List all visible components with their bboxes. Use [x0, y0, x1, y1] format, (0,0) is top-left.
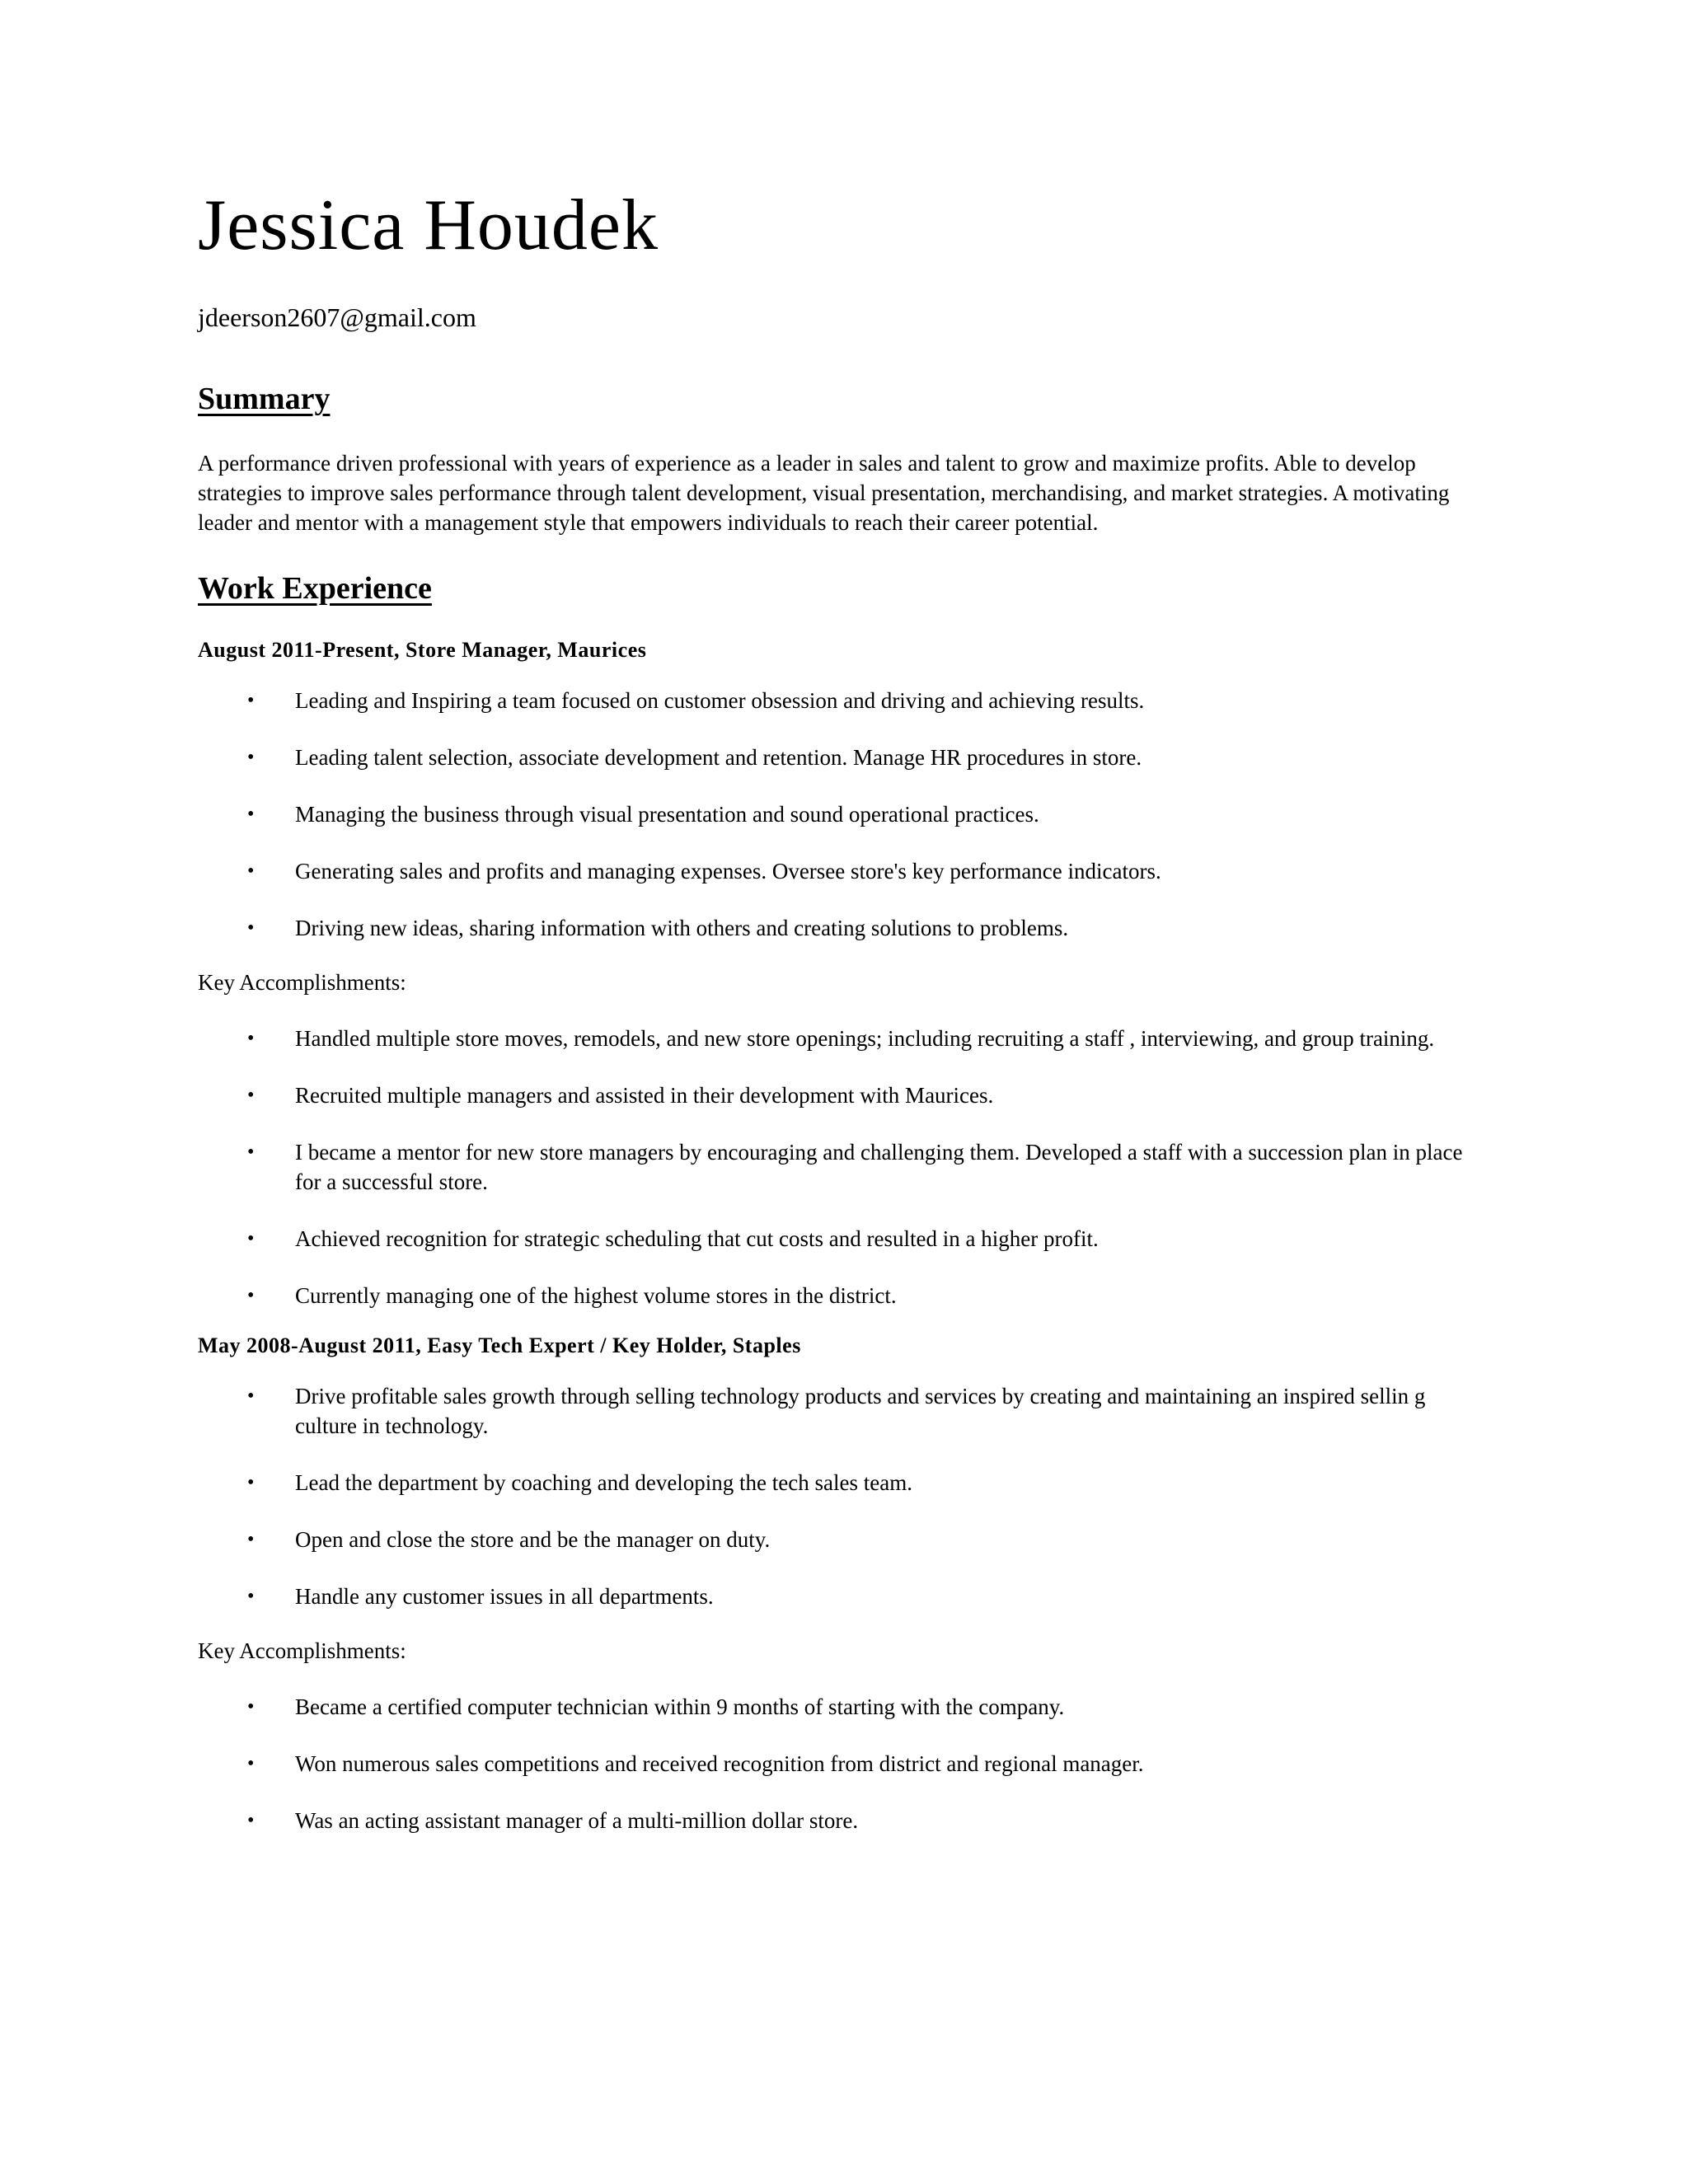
list-item — [198, 799, 1484, 829]
key-accomplishments-label: Key Accomplishments: — [198, 1638, 406, 1664]
list-item — [198, 1137, 1484, 1197]
list-item — [198, 1281, 1484, 1310]
bullet-icon: • — [247, 1586, 255, 1608]
accomplishment-text: I became a mentor for new store managers by encouraging and challenging them. Developed a staff with a succession plan in place for a successful store. — [295, 1140, 1463, 1195]
duty-text: Generating sales and profits and managing expenses. Oversee store's key performance indicators. — [295, 859, 1161, 884]
accomplishments-list-maurices — [198, 1024, 1484, 1310]
bullet-icon: • — [247, 1028, 255, 1050]
list-item — [198, 1224, 1484, 1254]
accomplishment-text: Handled multiple store moves, remodels, and new store openings; including recruiting a staff , interviewing, and group training. — [295, 1026, 1435, 1052]
email-address: jdeerson2607@gmail.com — [198, 302, 476, 332]
bullet-icon: • — [247, 1472, 255, 1494]
bullet-icon: • — [247, 1810, 255, 1832]
duty-text: Drive profitable sales growth through selling technology products and services by creating and maintaining an inspired sellin g culture in technology. — [295, 1384, 1426, 1439]
list-item — [198, 856, 1484, 886]
list-item — [198, 686, 1484, 715]
duty-text: Leading and Inspiring a team focused on customer obsession and driving and achieving results. — [295, 688, 1145, 714]
bullet-icon: • — [247, 1085, 255, 1107]
bullet-icon: • — [247, 917, 255, 940]
bullet-icon: • — [247, 690, 255, 712]
duty-text: Open and close the store and be the manager on duty. — [295, 1527, 771, 1553]
list-item — [198, 1080, 1484, 1110]
list-item — [198, 1692, 1484, 1722]
list-item — [198, 1749, 1484, 1779]
work-experience-heading: Work Experience — [198, 571, 432, 607]
list-item — [198, 1024, 1484, 1053]
bullet-icon: • — [247, 1385, 255, 1408]
accomplishment-text: Recruited multiple managers and assisted in their development with Maurices. — [295, 1083, 994, 1108]
list-item — [198, 1525, 1484, 1554]
accomplishment-text: Was an acting assistant manager of a multi-million dollar store. — [295, 1808, 859, 1834]
bullet-icon: • — [247, 860, 255, 883]
accomplishment-text: Became a certified computer technician within 9 months of starting with the company. — [295, 1694, 1065, 1720]
duties-list-maurices — [198, 686, 1484, 943]
list-item — [198, 1381, 1484, 1441]
key-accomplishments-label: Key Accomplishments: — [198, 970, 406, 996]
accomplishments-list-staples — [198, 1692, 1484, 1835]
accomplishment-text: Won numerous sales competitions and received recognition from district and regional manager. — [295, 1751, 1144, 1777]
accomplishment-text: Currently managing one of the highest volume stores in the district. — [295, 1283, 897, 1309]
list-item — [198, 1468, 1484, 1497]
job-title-maurices: August 2011-Present, Store Manager, Maurices — [198, 638, 647, 663]
bullet-icon: • — [247, 1228, 255, 1250]
duty-text: Lead the department by coaching and developing the tech sales team. — [295, 1470, 912, 1496]
bullet-icon: • — [247, 747, 255, 769]
duty-text: Handle any customer issues in all departments. — [295, 1584, 714, 1610]
summary-text: A performance driven professional with years of experience as a leader in sales and talent to grow and maximize profits. Able to develop strategies to improve sales performance through talent development, visual presentation, merchandising, and market strategies. A motivating leader and mentor with a management style that empowers individuals to reach their career potential. — [198, 451, 1450, 536]
resume-page — [198, 185, 1484, 1835]
job-title-staples: May 2008-August 2011, Easy Tech Expert / Key Holder, Staples — [198, 1333, 801, 1358]
candidate-name: Jessica Houdek — [198, 185, 659, 265]
duty-text: Managing the business through visual presentation and sound operational practices. — [295, 802, 1039, 827]
duties-list-staples — [198, 1381, 1484, 1611]
summary-heading: Summary — [198, 382, 331, 417]
bullet-icon: • — [247, 1285, 255, 1307]
accomplishment-text: Achieved recognition for strategic scheduling that cut costs and resulted in a higher profit. — [295, 1226, 1099, 1252]
list-item — [198, 1806, 1484, 1835]
bullet-icon: • — [247, 1529, 255, 1551]
duty-text: Leading talent selection, associate development and retention. Manage HR procedures in store. — [295, 745, 1142, 771]
duty-text: Driving new ideas, sharing information with others and creating solutions to problems. — [295, 916, 1069, 941]
bullet-icon: • — [247, 1696, 255, 1718]
bullet-icon: • — [247, 1753, 255, 1775]
list-item — [198, 743, 1484, 772]
list-item — [198, 913, 1484, 943]
bullet-icon: • — [247, 1141, 255, 1164]
bullet-icon: • — [247, 804, 255, 826]
list-item — [198, 1582, 1484, 1611]
